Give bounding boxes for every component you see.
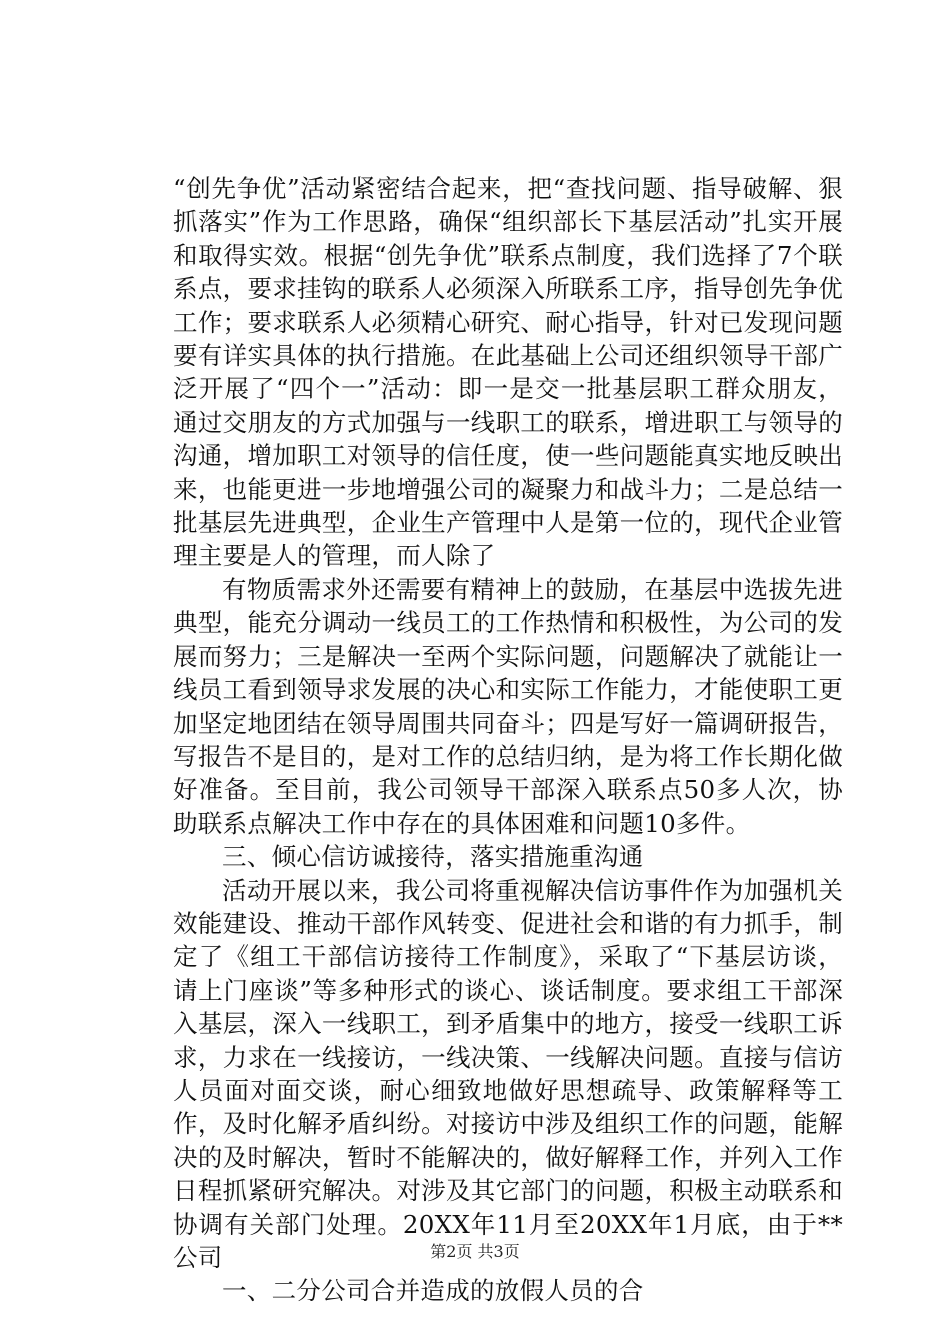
section-heading-3: 三、倾心信访诚接待，落实措施重沟通 (222, 842, 644, 872)
document-body (173, 172, 843, 1308)
page-number-footer: 第2页 共3页 (430, 1242, 520, 1261)
paragraph-4: 活动开展以来，我公司将重视解决信访事件作为加强机关效能建设、推动干部作风转变、促进社会和谐的有力抓手，制定了《组工干部信访接待工作制度》，采取了“下基层访谈，请上门座谈”等多种形式的谈心、谈话制度。要求组工干部深入基层，深入一线职工，到矛盾集中的地方，接受一线职工诉求，力求在一线接访，一线决策、一线解决问题。直接与信访人员面对面交谈，耐心细致地做好思想疏导、政策解释等工作，及时化解矛盾纠纷。对接访中涉及组织工作的问题，能解决的及时解决，暂时不能解决的，做好解释工作，并列入工作日程抓紧研究解决。对涉及其它部门的问题，积极主动联系和协调有关部门处理。20XX年11月至20XX年1月底，由于**公司 (173, 875, 843, 1272)
paragraph-2: 有物质需求外还需要有精神上的鼓励，在基层中选拔先进典型，能充分调动一线员工的工作热情和积极性，为公司的发展而努力；三是解决一至两个实际问题，问题解决了就能让一线员工看到领导求发展的决心和实际工作能力，才能使职工更加坚定地团结在领导周围共同奋斗；四是写好一篇调研报告，写报告不是目的，是对工作的总结归纳，是为将工作长期化做好准备。至目前，我公司领导干部深入联系点50多人次，协助联系点解决工作中存在的具体困难和问题10多件。 (173, 574, 843, 838)
paragraph-1: “创先争优”活动紧密结合起来，把“查找问题、指导破解、狠抓落实”作为工作思路，确保“组织部长下基层活动”扎实开展和取得实效。根据“创先争优”联系点制度，我们选择了7个联系点，要求挂钩的联系人必须深入所联系工序，指导创先争优工作；要求联系人必须精心研究、耐心指导，针对已发现问题要有详实具体的执行措施。在此基础上公司还组织领导干部广泛开展了“四个一”活动：即一是交一批基层职工群众朋友，通过交朋友的方式加强与一线职工的联系，增进职工与领导的沟通，增加职工对领导的信任度，使一些问题能真实地反映出来，也能更进一步地增强公司的凝聚力和战斗力；二是总结一批基层先进典型，企业生产管理中人是第一位的，现代企业管理主要是人的管理，而人除了 (173, 174, 843, 571)
paragraph-5: 一、二分公司合并造成的放假人员的合 (222, 1276, 644, 1306)
